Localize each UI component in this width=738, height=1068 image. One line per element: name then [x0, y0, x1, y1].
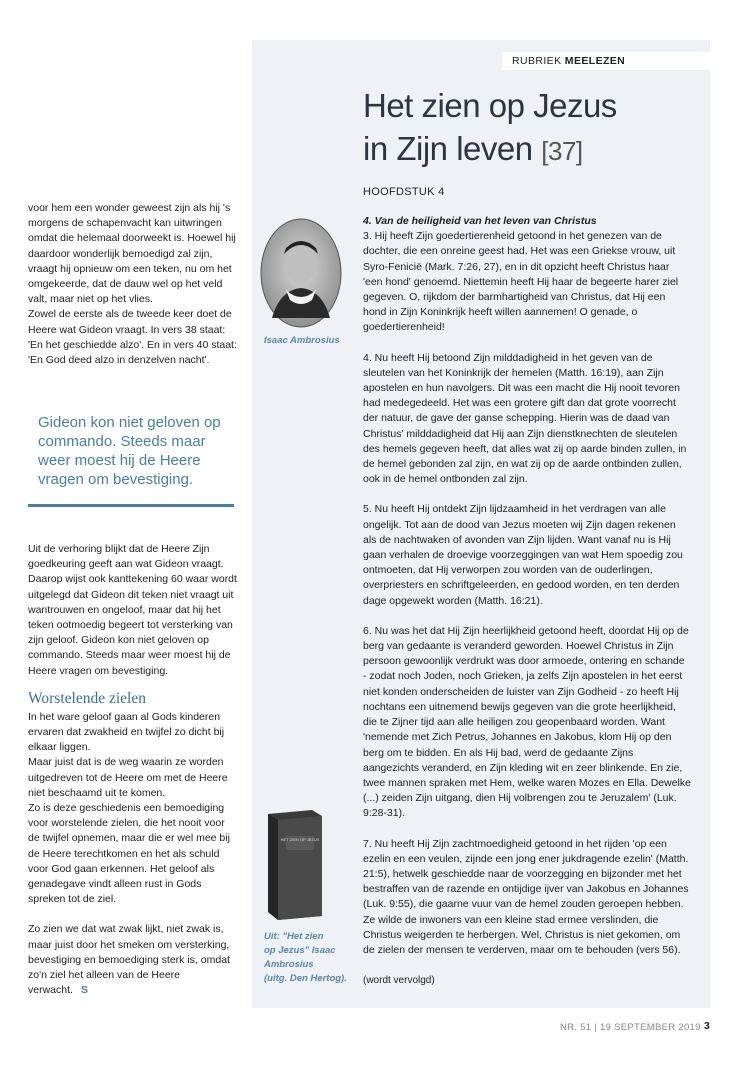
series-number: [37] — [541, 136, 583, 166]
paragraph: In het ware geloof gaan al Gods kinderen ervaren dat zwakheid en twijfel zo dicht bij elkaar liggen. — [28, 710, 225, 754]
chapter-label: HOOFDSTUK 4 — [363, 186, 445, 198]
title-line-2-text: in Zijn leven — [363, 130, 542, 167]
rubric-label — [502, 52, 710, 70]
paragraph: Maar juist dat is de weg waarin ze worden uitgedreven tot de Heere om met de Heere niet beschaamd uit te komen. — [28, 756, 228, 799]
book-caption — [264, 930, 347, 986]
paragraph-last-text: Zo zien we dat wat zwak lijkt, niet zwak is, maar juist door het smeken om versterking, bevestiging en bemoediging sterk is, omdat zo'n ziel het alleen van de Heere verwacht. — [28, 923, 230, 997]
pull-quote: Gideon kon niet geloven op commando. Steeds maar weer moest hij de Heere vragen om bevestiging. — [38, 414, 221, 488]
page-number: 3 — [704, 1020, 710, 1032]
title-line-1: Het zien op Jezus — [363, 87, 617, 124]
rubric-prefix: RUBRIEK — [512, 55, 565, 67]
paragraph: 4. Nu heeft Hij betoond Zijn milddadigheid in het geven van de sleutelen van het Koninkrijk der hemelen (Matth. 16:19), aan Zijn apostelen en hun navolgers. Dit was een macht die Hij nooit tevoren had medegedeeld. Het was een grotere gift dan dat grote voorrecht der natuur, de gave der ganse schepping. Hierin was de daad van Christus' milddadigheid dat Hij aan Zijn dienstknechten de sleutelen des hemels gegeven heeft, dat alles wat zij op aarde binden zullen, in de hemel gebonden zal zijn, en wat zij op de aarde ontbinden zullen, ook in de hemel ontbonden zal zijn. — [363, 351, 687, 486]
issue-info: NR. 51 | 19 SEPTEMBER 2019 — [560, 1022, 701, 1033]
paragraph: 7. Nu heeft Hij Zijn zachtmoedigheid getoond in het rijden 'op een ezelin en een veulen, zijnde een jong ener jukdragende ezelin' (Matth. 21:5), hetwelk geschiedde naar de voorzegging en bijzonder met het bestraffen van de razende en ontijdige ijver van Jakobus en Johannes (Luk. 9:55), die gaarne vuur van de hemel zouden geroepen hebben. Ze wilde de inwoners van een kleine stad ermee verslinden, die Christus weigerden te herbergen. Wel, Christus is niet gekomen, om de zielen der mensen te verderven, maar om te behouden (vers 56). — [363, 837, 689, 956]
left-column-bottom — [28, 542, 238, 998]
paragraph: 6. Nu was het dat Hij Zijn heerlijkheid getoond heeft, doordat Hij op de berg van gedaante is veranderd geworden. Hoewel Christus in Zijn persoon gewoonlijk verdrukt was door armoede, ontering en schande - zodat noch Joden, noch Grieken, ja zelfs Zijn apostelen in het eerst niet konden onderscheiden de luister van Zijn Godheid - zo heeft Hij nochtans een uitnemend bewijs gegeven van die grote heerlijkheid, die te Zijner tijd aan alle heiligen zou geopenbaard worden. Want 'nemende met Zich Petrus, Johannes en Jakobus, klom Hij op den berg om te bidden. En als Hij bad, werd de gedaante Zijns aangezichts veranderd, en Zijn kleding wit en zeer blinkende. En zie, twee mannen spraken met Hem, welke waren Mozes en Ella. Dewelke (...) zeiden Zijn uitgang, dien Hij volbrengen zou te Jeruzalem' (Luk. 9:28-31). — [363, 624, 691, 820]
end-mark-icon: S — [80, 984, 88, 997]
paragraph: 5. Nu heeft Hij ontdekt Zijn lijdzaamheid in het verdragen van alle ongelijk. Tot aan de dood van Jezus moeten wij Zijn dagen rekenen als de nachtwaken of avonden van Zijn lijden. Want vanaf nu is Hij gaan verhalen de droevige voorzeggingen van wat Hem spoedig zou ontmoeten, dat Hij verworpen zou worden van de ouderlingen, overpriesters en schriftgeleerden, en gedood worden, en ten derden dage opgewekt worden (Matth. 16:21). — [363, 503, 683, 607]
section-heading: 4. Van de heiligheid van het leven van Christus — [363, 215, 597, 227]
paragraph: Zowel de eerste als de tweede keer doet de Heere wat Gideon vraagt. In vers 38 staat: 'En het geschiedde alzo'. En in vers 40 staat: 'En God deed alzo in denzelven nacht'. — [28, 308, 237, 367]
rubric-name: MEELEZEN — [564, 55, 626, 67]
quote-divider — [28, 504, 234, 507]
left-column-top — [28, 201, 238, 368]
title-line-2 — [363, 127, 703, 173]
to-be-continued: (wordt vervolgd) — [363, 975, 435, 987]
book-caption-line: Ambrosius — [264, 959, 314, 970]
article-title — [363, 84, 703, 173]
paragraph-last — [28, 922, 238, 998]
portrait-image — [260, 218, 342, 328]
book-spine-title: HET ZIEN OP JEZUS — [280, 837, 320, 842]
book-caption-line: op Jezus" Isaac — [264, 945, 336, 956]
paragraph: 3. Hij heeft Zijn goedertierenheid getoond in het genezen van de dochter, die een onreine geest had. Het was een Griekse vrouw, uit Syro-Fenicië (Mark. 7:26, 27), en in dit opzicht heeft Christus haar 'een hond' genoemd. Niettemin heeft Hij haar de begeerte harer ziel gegeven. O, rijkdom der barmhartigheid van Christus, dat Hij een hond in Zijn Koninkrijk heeft willen aannemen! O genade, o goedertierenheid! — [363, 230, 679, 334]
paragraph: Uit de verhoring blijkt dat de Heere Zijn goedkeuring geeft aan wat Gideon vraagt. Daarop wijst ook kanttekening 60 waar wordt uitgelegd dat Gideon dit teken niet vraagt uit wantrouwen en ongeloof, maar dat hij het teken ootmoedig begeert tot versterking van zijn geloof. Gideon kon niet geloven op commando. Steeds maar weer moest hij de Heere vragen om bevestiging. — [28, 543, 237, 677]
book-caption-line: Uit: "Het zien — [264, 931, 324, 942]
spacer — [28, 679, 238, 689]
spacer — [28, 907, 238, 922]
paragraph: voor hem een wonder geweest zijn als hij 's morgens de schapenvacht kan uitwringen omdat die helemaal doorweekt is. Hoewel hij daardoor wonderlijk bemoedigd zal zijn, vraagt hij opnieuw om een teken, nu om het omgekeerde, dat de dauw wel op het veld valt, maar niet op het vlies. — [28, 202, 236, 306]
subheading: Worstelende zielen — [28, 689, 146, 707]
portrait-caption: Isaac Ambrosius — [264, 335, 340, 346]
book-caption-line: (uitg. Den Hertog). — [264, 973, 347, 984]
book-cover-image — [262, 808, 326, 920]
right-column — [363, 214, 691, 1003]
paragraph: Zo is deze geschiedenis een bemoediging voor worstelende zielen, die het nooit voor de twijfel opnemen, maar die er wel mee bij de Heere terechtkomen en het als schuld voor God gaan erkennen. Het geloof als genadegave vindt alleen rust in Gods spreken tot de ziel. — [28, 802, 230, 906]
